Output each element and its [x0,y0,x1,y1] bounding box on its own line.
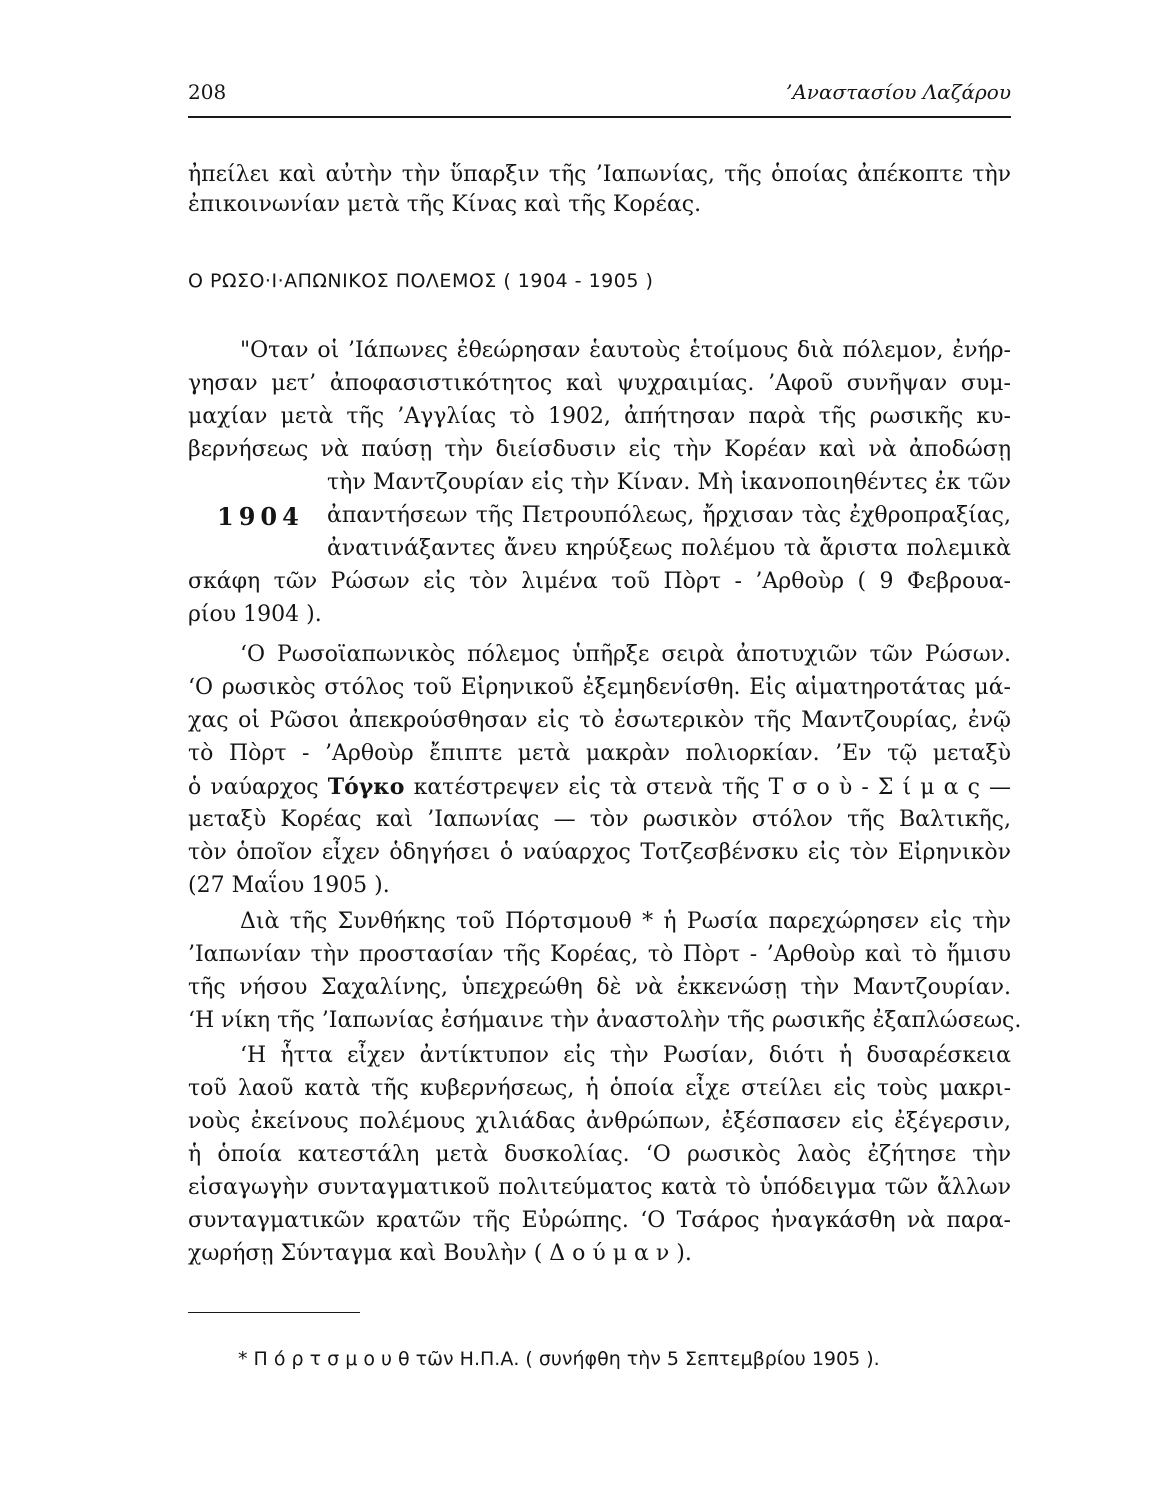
text-run: ὁ ναύαρχος [188,775,328,800]
text-line: "Οταν οἱ ’Ιάπωνες ἐθεώρησαν ἑαυτοὺς ἑτοίμους διὰ πόλεμον, ἐνήρ- [240,338,1011,363]
text-line: τὴν Μαντζουρίαν εἰς τὴν Κίναν. Μὴ ἱκανοποιηθέντες ἐκ τῶν [327,470,1011,495]
section-heading: Ο ΡΩΣΟ·Ι·ΑΠΩΝΙΚΟΣ ΠΟΛΕΜΟΣ ( 1904 - 1905 ) [188,270,654,292]
bold-name: Τόγκο [327,774,405,800]
page-number: 208 [188,80,227,104]
text-line: σκάφη τῶν Ρώσων εἰς τὸν λιμένα τοῦ Πὸρτ - ’Αρθοὺρ ( 9 Φεβρουα- [188,569,1011,594]
text-line: γησαν μετ’ ἀποφασιστικότητος καὶ ψυχραιμίας. ’Αφοῦ συνῆψαν συμ- [188,371,1011,396]
text-line: ἀπαντήσεων τῆς Πετρουπόλεως, ἤρχισαν τὰς ἐχθροπραξίας, [327,503,1011,528]
text-run: κατέστρεψεν εἰς τὰ στενὰ τῆς Τ σ ο ὺ - Σ ί μ α ς — [404,775,1011,800]
text-line: μεταξὺ Κορέας καὶ ’Ιαπωνίας — τὸν ρωσικὸν στόλον τῆς Βαλτικῆς, [188,807,1011,832]
text-line: ἐπικοινωνίαν μετὰ τῆς Κίνας καὶ τῆς Κορέας. [188,192,702,217]
text-line: ἡ ὁποία κατεστάλη μετὰ δυσκολίας. ‘Ο ρωσικὸς λαὸς ἐζήτησε τὴν [188,1142,1011,1167]
text-line: ‘Ο Ρωσοϊαπωνικὸς πόλεμος ὑπῆρξε σειρὰ ἀποτυχιῶν τῶν Ρώσων. [240,642,1011,667]
text-line: ‘Ο ρωσικὸς στόλος τοῦ Εἰρηνικοῦ ἐξεμηδενίσθη. Εἰς αἱματηροτάτας μά- [188,675,1011,700]
running-title-author: ’Αναστασίου Λαζάρου [786,80,1011,104]
text-line: Διὰ τῆς Συνθήκης τοῦ Πόρτσμουθ * ἡ Ρωσία παρεχώρησεν εἰς τὴν [240,909,1011,934]
text-line: τῆς νήσου Σαχαλίνης, ὑπεχρεώθη δὲ νὰ ἐκκενώσῃ τὴν Μαντζουρίαν. [188,975,1011,1000]
text-line: τὸ Πὸρτ - ’Αρθοὺρ ἔπιπτε μετὰ μακρὰν πολιορκίαν. ’Εν τῷ μεταξὺ [188,741,1011,766]
text-line: (27 Μαΐου 1905 ). [188,873,390,898]
text-line: νοὺς ἐκείνους πολέμους χιλιάδας ἀνθρώπων, ἐξέσπασεν εἰς ἐξέγερσιν, [188,1109,1011,1134]
text-line: ρίου 1904 ). [188,602,322,627]
text-line: ‘Η νίκη τῆς ’Ιαπωνίας ἐσήμαινε τὴν ἀναστολὴν τῆς ρωσικῆς ἐξαπλώσεως. [188,1008,1022,1033]
text-line: ἠπείλει καὶ αὐτὴν τὴν ὕπαρξιν τῆς ’Ιαπωνίας, τῆς ὁποίας ἀπέκοπτε τὴν [188,162,1011,187]
text-line: τοῦ λαοῦ κατὰ τῆς κυβερνήσεως, ἡ ὁποία εἶχε στείλει εἰς τοὺς μακρι- [188,1076,1011,1101]
text-line: ‘Η ἧττα εἶχεν ἀντίκτυπον εἰς τὴν Ρωσίαν, διότι ἡ δυσαρέσκεια [240,1043,1011,1068]
text-line: χωρήσῃ Σύνταγμα καὶ Βουλὴν ( Δ ο ύ μ α ν ). [188,1241,692,1266]
text-line [188,772,1011,803]
footnote: * Π ό ρ τ σ μ ο υ θ τῶν Η.Π.Α. ( συνήφθη τὴν 5 Σεπτεμβρίου 1905 ). [238,1348,880,1370]
running-header [188,80,1011,114]
text-line: τὸν ὁποῖον εἶχεν ὁδηγήσει ὁ ναύαρχος Τοτζεσβένσκυ εἰς τὸν Εἰρηνικὸν [188,840,1011,865]
footnote-rule [188,1312,360,1313]
text-line: ἀνατινάξαντες ἄνευ κηρύξεως πολέμου τὰ ἄριστα πολεμικὰ [327,536,1011,561]
text-line: μαχίαν μετὰ τῆς ’Αγγλίας τὸ 1902, ἀπήτησαν παρὰ τῆς ρωσικῆς κυ- [188,404,1011,429]
margin-year-note: 1904 [217,502,304,531]
header-rule [188,116,1011,118]
text-line: εἰσαγωγὴν συνταγματικοῦ πολιτεύματος κατὰ τὸ ὑπόδειγμα τῶν ἄλλων [188,1175,1011,1200]
text-line: συνταγματικῶν κρατῶν τῆς Εὐρώπης. ‘Ο Τσάρος ἠναγκάσθη νὰ παρα- [188,1208,1011,1233]
text-line: ’Ιαπωνίαν τὴν προστασίαν τῆς Κορέας, τὸ Πὸρτ - ’Αρθοὺρ καὶ τὸ ἥμισυ [188,942,1011,967]
text-line: χας οἱ Ρῶσοι ἀπεκρούσθησαν εἰς τὸ ἐσωτερικὸν τῆς Μαντζουρίας, ἐνῷ [188,708,1011,733]
text-line: βερνήσεως νὰ παύσῃ τὴν διείσδυσιν εἰς τὴν Κορέαν καὶ νὰ ἀποδώσῃ [188,437,1011,462]
